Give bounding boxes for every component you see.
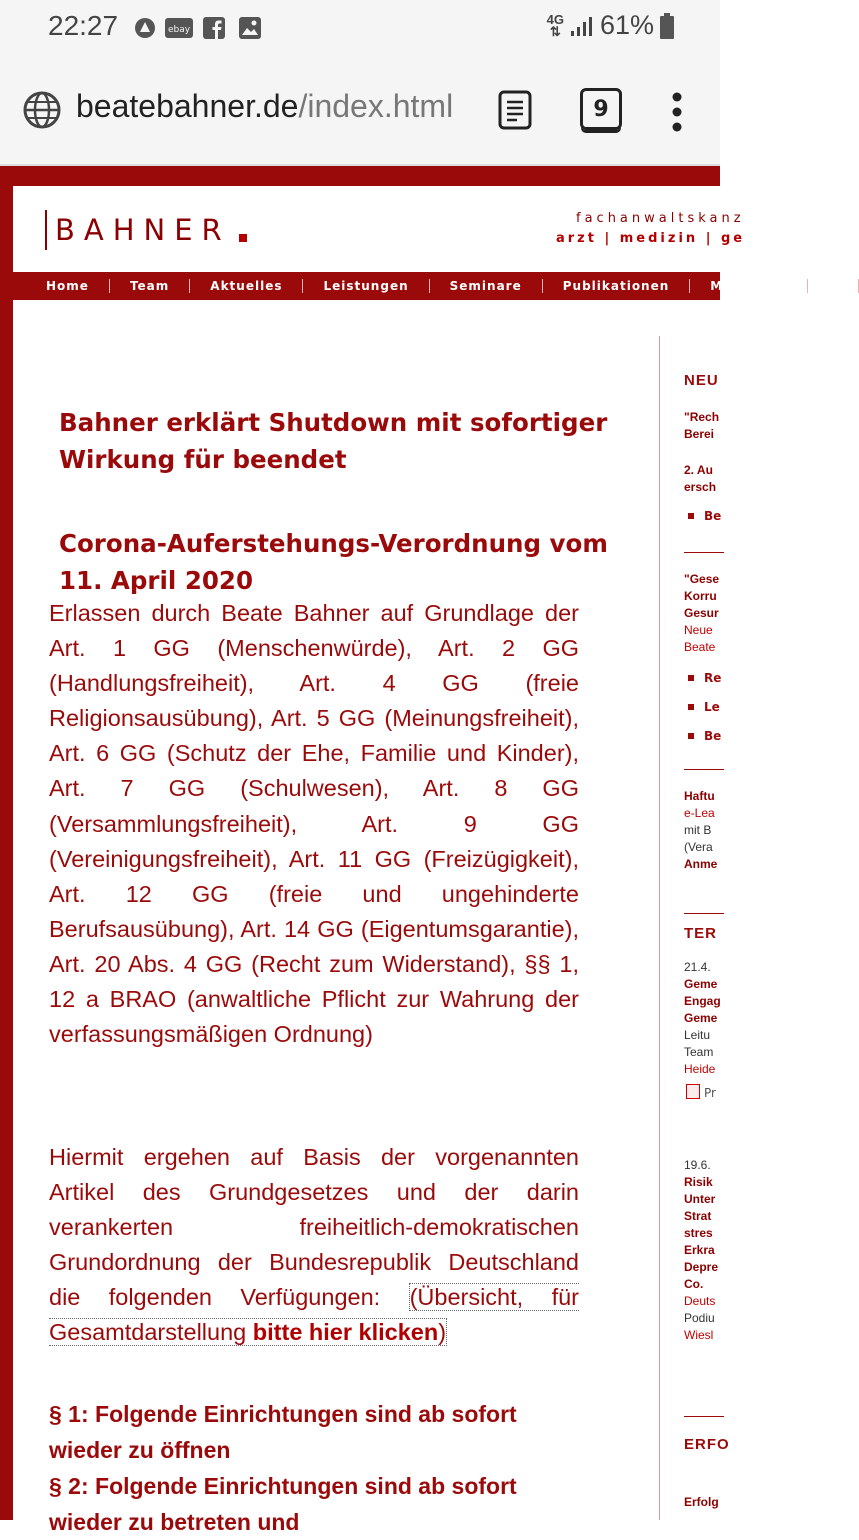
news-item-4[interactable]: Haftu e-Lea mit B (Vera Anme	[684, 789, 718, 871]
page-content	[13, 186, 838, 1535]
paragraph-2-text: Hiermit ergehen auf Basis der vorgenannten Artikel des Grundgesetzes und der darin verankerten freiheitlich-demokratischen Grundordnung der Bundesrepublik Deutschland die folgenden Verfügungen:	[49, 1144, 579, 1311]
news-bullet-1[interactable]: Be	[688, 509, 721, 523]
tab-count: 9	[593, 96, 609, 122]
sidebar-heading-termine: TER	[684, 925, 717, 942]
article-headline: Bahner erklärt Shutdown mit sofortiger Wirkung für beendet	[59, 408, 608, 474]
sidebar-divider	[684, 913, 724, 914]
web-page	[0, 166, 838, 1535]
event-item-1[interactable]: 21.4. Geme Engag Geme Leitu Team Heide	[684, 960, 721, 1076]
logo-dot	[239, 234, 247, 242]
section-1-heading: § 1: Folgende Einrichtungen sind ab sofort wieder zu öffnen	[49, 1401, 517, 1463]
news-bullet-2[interactable]: Re	[688, 671, 721, 685]
reader-mode-icon[interactable]	[498, 90, 534, 130]
event-item-2[interactable]: 19.6. Risik Unter Strat stres Erkra Depre Co. Deuts Podiu Wiesl	[684, 1158, 719, 1342]
news-bullet-4[interactable]: Be	[688, 729, 721, 743]
success-item-1[interactable]: Erfolg	[684, 1495, 719, 1509]
browser-toolbar	[0, 56, 720, 166]
ebay-icon	[165, 15, 193, 41]
link-prefix: (Übersicht, für Gesamtdarstellung	[49, 1284, 579, 1346]
nav-more[interactable]: P	[808, 279, 859, 293]
globe-icon[interactable]	[22, 90, 62, 130]
sidebar-divider	[684, 552, 724, 553]
sidebar-heading-neu: NEU	[684, 372, 719, 389]
facebook-icon	[201, 15, 227, 41]
pdf-icon	[686, 1084, 700, 1099]
news-item-2[interactable]: 2. Au ersch	[684, 463, 717, 494]
tab-switcher-button[interactable]	[580, 88, 622, 130]
tagline-line2: arzt | medizin | ge	[556, 231, 746, 246]
sidebar	[659, 336, 730, 1520]
event-1-pdf-link[interactable]: Pr	[686, 1084, 716, 1100]
news-item-1[interactable]: "Rech Berei	[684, 410, 720, 441]
news-item-3[interactable]: "Gese Korru Gesur Neue Beate	[684, 572, 720, 654]
nav-mediation[interactable]: Mediation	[690, 279, 808, 293]
main-nav	[13, 272, 838, 300]
network-icon: 4G ⇅	[546, 11, 564, 39]
alert-icon	[132, 15, 158, 41]
nav-publikationen[interactable]: Publikationen	[543, 279, 691, 293]
status-bar	[0, 0, 720, 56]
nav-aktuelles[interactable]: Aktuelles	[190, 279, 303, 293]
sidebar-divider	[684, 769, 724, 770]
nav-leistungen[interactable]: Leistungen	[303, 279, 429, 293]
battery-icon	[660, 13, 674, 39]
nav-team[interactable]: Team	[110, 279, 190, 293]
signal-icon	[570, 15, 594, 37]
url-path: /index.html	[298, 88, 454, 124]
url-domain: beatebahner.de	[76, 88, 299, 124]
more-menu-icon[interactable]	[672, 92, 682, 132]
article-paragraph-1: Erlassen durch Beate Bahner auf Grundlage der Art. 1 GG (Menschenwürde), Art. 2 GG (Handlungsfreiheit), Art. 4 GG (freie Religionsausübung), Art. 5 GG (Meinungsfreiheit), Art. 6 GG (Schutz der Ehe, Familie und Kinder), Art. 7 GG (Schulwesen), Art. 8 GG (Versammlungsfreiheit), Art. 9 GG (Vereinigungsfreiheit), Art. 11 GG (Freizügigkeit), Art. 12 GG (freie und ungehinderte Berufsausübung), Art. 14 GG (Eigentumsgarantie), Art. 20 Abs. 4 GG (Recht zum Widerstand), §§ 1, 12 a BRAO (anwaltliche Pflicht zur Wahrung der verfassungsmäßigen Ordnung)	[49, 600, 579, 1048]
link-click-here[interactable]: bitte hier klicken	[252, 1319, 439, 1346]
nav-seminare[interactable]: Seminare	[430, 279, 543, 293]
sidebar-heading-erfolge: ERFO	[684, 1436, 730, 1453]
site-logo[interactable]	[45, 210, 247, 250]
article-subheadline: Corona-Auferstehungs-Verordnung vom 11. April 2020	[59, 529, 608, 595]
sidebar-divider	[684, 1416, 724, 1417]
news-bullet-3[interactable]: Le	[688, 700, 720, 714]
status-time: 22:27	[48, 10, 119, 41]
article-paragraph-2	[49, 1140, 579, 1351]
image-icon	[237, 15, 263, 41]
battery-text: 61%	[599, 10, 654, 40]
tagline-line1: fachanwaltskanz	[576, 211, 745, 226]
link-suffix: )	[438, 1319, 447, 1346]
url-field[interactable]	[76, 88, 456, 125]
svg-text:ebay: ebay	[167, 25, 191, 35]
status-right	[547, 10, 674, 41]
section-2-heading: § 2: Folgende Einrichtungen sind ab sofort wieder zu betreten und	[49, 1473, 517, 1535]
nav-home[interactable]: Home	[13, 279, 110, 293]
logo-text: BAHNER	[55, 213, 231, 247]
